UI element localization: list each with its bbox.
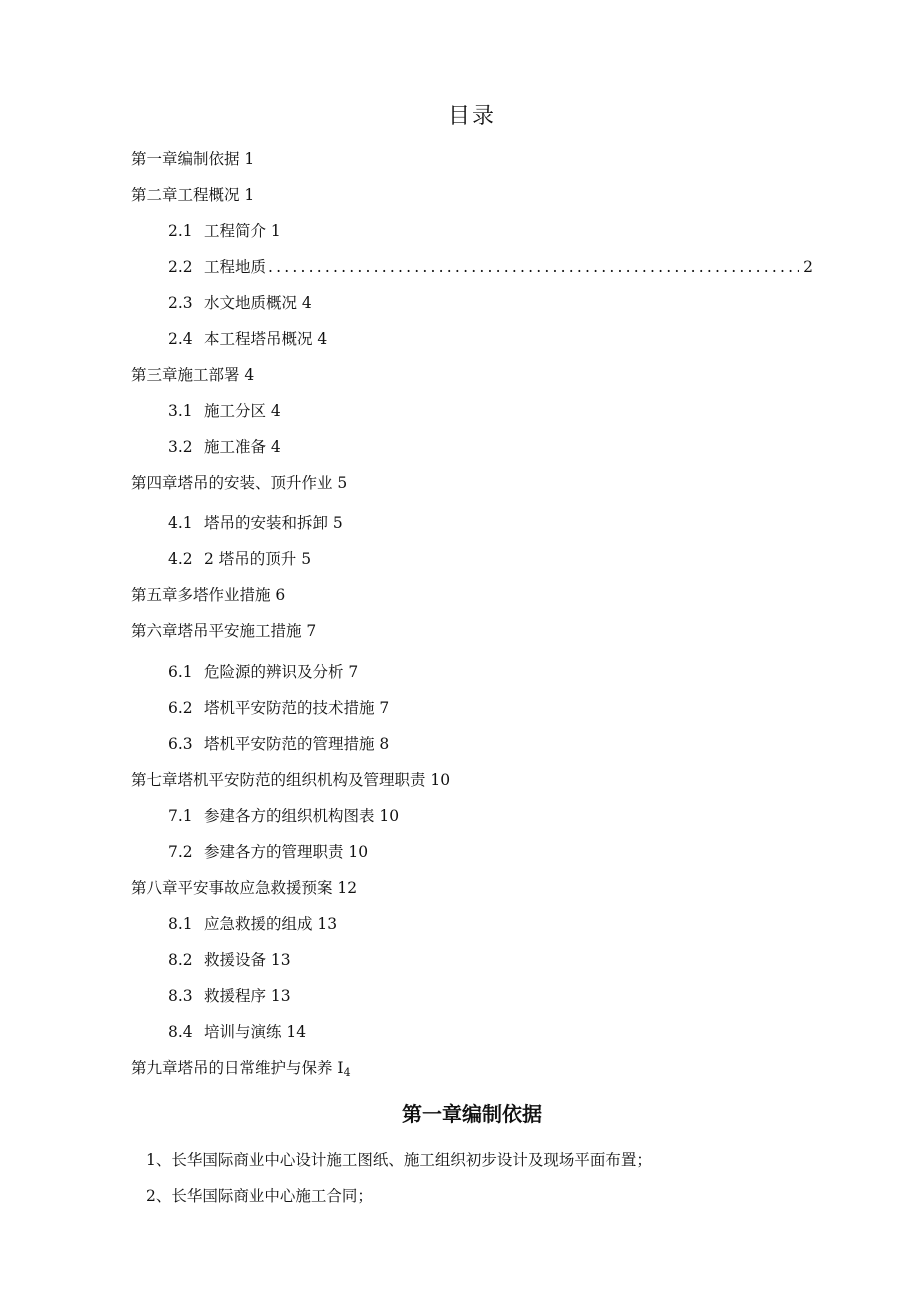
toc-section-number: 2.2 [168, 258, 193, 276]
toc-section-3-1[interactable] [168, 401, 281, 421]
toc-page-subscript: 4 [343, 1066, 351, 1079]
toc-section-number: 7.2 [168, 843, 193, 861]
toc-entry-text: 救援程序 13 [204, 987, 291, 1005]
toc-section-number: 3.1 [168, 402, 193, 420]
toc-entry-text: 塔机平安防范的技术措施 7 [204, 699, 390, 717]
toc-entry-text: 应急救援的组成 13 [204, 915, 338, 933]
toc-section-6-1[interactable] [168, 662, 358, 682]
toc-section-2-2[interactable] [168, 257, 813, 277]
toc-section-8-3[interactable] [168, 986, 291, 1006]
chapter-heading: 第一章编制依据 [402, 1102, 542, 1126]
toc-section-number: 6.3 [168, 735, 193, 753]
toc-entry-text: 工程简介 1 [204, 222, 281, 240]
toc-section-7-2[interactable] [168, 842, 368, 862]
toc-entry-text: 第八章平安事故应急救援预案 12 [131, 879, 358, 897]
toc-section-6-2[interactable] [168, 698, 389, 718]
toc-section-4-2[interactable] [168, 549, 311, 569]
toc-entry-text: 培训与演练 14 [204, 1023, 307, 1041]
toc-section-8-2[interactable] [168, 950, 291, 970]
toc-entry-text: 第一章编制依据 1 [131, 150, 255, 168]
toc-chapter-9[interactable] [131, 1058, 351, 1083]
toc-entry-text: 第七章塔机平安防范的组织机构及管理职责 10 [131, 771, 451, 789]
toc-entry-text: 第四章塔吊的安装、顶升作业 5 [131, 474, 348, 492]
toc-section-number: 6.1 [168, 663, 193, 681]
toc-section-number: 8.2 [168, 951, 193, 969]
toc-chapter-6[interactable] [131, 621, 316, 641]
toc-chapter-7[interactable] [131, 770, 450, 790]
toc-entry-text: 塔吊的安装和拆卸 5 [204, 514, 343, 532]
toc-section-number: 2.1 [168, 222, 193, 240]
toc-entry-text: 参建各方的组织机构图表 10 [204, 807, 400, 825]
toc-section-4-1[interactable] [168, 513, 343, 533]
toc-section-number: 8.4 [168, 1023, 193, 1041]
toc-entry-text: 第六章塔吊平安施工措施 7 [131, 622, 317, 640]
toc-chapter-1[interactable] [131, 149, 254, 169]
toc-chapter-2[interactable] [131, 185, 254, 205]
toc-section-7-1[interactable] [168, 806, 399, 826]
toc-section-number: 8.3 [168, 987, 193, 1005]
toc-section-number: 4.2 [168, 550, 193, 568]
toc-chapter-3[interactable] [131, 365, 254, 385]
basis-item-1: 1、长华国际商业中心设计施工图纸、施工组织初步设计及现场平面布置； [146, 1151, 652, 1169]
toc-entry-text: 水文地质概况 4 [204, 294, 312, 312]
toc-section-number: 3.2 [168, 438, 193, 456]
toc-entry-text: 第五章多塔作业措施 6 [131, 586, 286, 604]
toc-entry-text: 第九章塔吊的日常维护与保养 I [131, 1059, 344, 1077]
toc-entry-text: 施工准备 4 [204, 438, 281, 456]
toc-entry-text: 本工程塔吊概况 4 [204, 330, 328, 348]
toc-section-2-3[interactable] [168, 293, 312, 313]
toc-chapter-5[interactable] [131, 585, 285, 605]
toc-entry-text: 施工分区 4 [204, 402, 281, 420]
toc-section-number: 7.1 [168, 807, 193, 825]
toc-entry-text: 参建各方的管理职责 10 [204, 843, 369, 861]
toc-entry-text: 2 塔吊的顶升 5 [204, 550, 312, 568]
toc-chapter-4[interactable] [131, 473, 347, 493]
toc-page-number: 2 [803, 258, 813, 276]
toc-section-2-4[interactable] [168, 329, 327, 349]
dot-leader [268, 257, 799, 277]
toc-section-number: 2.4 [168, 330, 193, 348]
toc-entry-text: 工程地质 [204, 258, 267, 276]
toc-entry-text: 塔机平安防范的管理措施 8 [204, 735, 390, 753]
toc-section-6-3[interactable] [168, 734, 389, 754]
toc-title: 目录 [447, 104, 496, 129]
toc-section-8-1[interactable] [168, 914, 337, 934]
toc-section-number: 4.1 [168, 514, 193, 532]
toc-section-3-2[interactable] [168, 437, 281, 457]
toc-section-2-1[interactable] [168, 221, 281, 241]
toc-section-number: 6.2 [168, 699, 193, 717]
toc-section-number: 8.1 [168, 915, 193, 933]
toc-section-number: 2.3 [168, 294, 193, 312]
toc-entry-text: 救援设备 13 [204, 951, 291, 969]
toc-chapter-8[interactable] [131, 878, 357, 898]
toc-section-8-4[interactable] [168, 1022, 306, 1042]
toc-entry-text: 危险源的辨识及分析 7 [204, 663, 359, 681]
basis-item-2: 2、长华国际商业中心施工合同； [146, 1187, 373, 1205]
toc-entry-text: 第三章施工部署 4 [131, 366, 255, 384]
toc-entry-text: 第二章工程概况 1 [131, 186, 255, 204]
